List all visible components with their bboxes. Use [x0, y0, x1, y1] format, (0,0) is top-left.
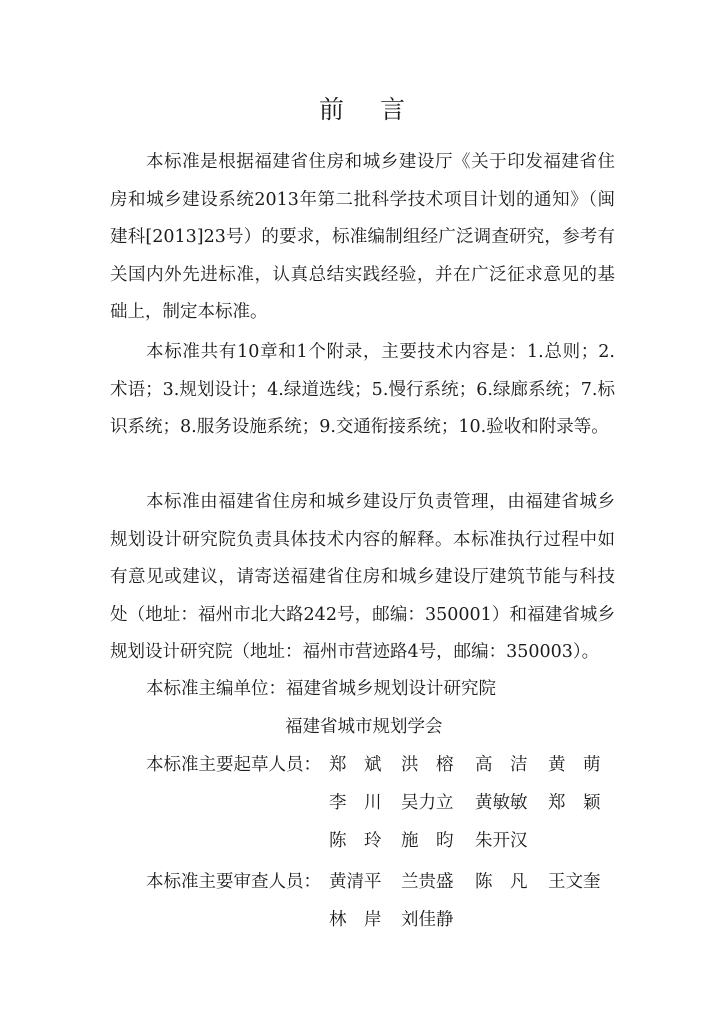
person-name: 林 岸 — [329, 910, 382, 930]
person-name: 朱开汉 — [475, 831, 528, 851]
person-name: 黄清平 — [329, 872, 382, 892]
drafters-row-2 — [0, 785, 724, 823]
person-name: 施 昀 — [401, 831, 454, 851]
person-name: 洪 榕 — [401, 755, 454, 775]
chief-editor-unit: 福建省城市规划学会 — [285, 717, 443, 737]
chief-editor-line-2 — [285, 709, 443, 747]
drafters-label: 本标准主要起草人员： — [146, 755, 321, 775]
person-name: 郑 颖 — [548, 793, 601, 813]
person-name: 郑 斌 — [329, 755, 382, 775]
person-name: 陈 玲 — [329, 831, 382, 851]
person-name: 刘佳静 — [401, 910, 454, 930]
person-name: 兰贵盛 — [401, 872, 454, 892]
person-name: 王文奎 — [548, 872, 601, 892]
person-name: 李 川 — [329, 793, 382, 813]
paragraph-contents: 本标准共有10章和1个附录，主要技术内容是：1.总则；2.术语；3.规划设计；4.绿道选线；5.慢行系统；6.绿廊系统；7.标识系统；8.服务设施系统；9.交通衔接系统；10.验收和附录等。 — [110, 342, 615, 437]
paragraph-basis: 本标准是根据福建省住房和城乡建设厅《关于印发福建省住房和城乡建设系统2013年第二批科学技术项目计划的通知》（闽建科[2013]23号）的要求，标准编制组经广泛调查研究，参考有关国内外先进标准，认真总结实践经验，并在广泛征求意见的基础上，制定本标准。 — [110, 152, 615, 322]
drafters-row-3 — [0, 823, 724, 861]
person-name: 黄 萌 — [548, 755, 601, 775]
person-name: 黄敏敏 — [475, 793, 528, 813]
drafters-row-1 — [0, 747, 724, 785]
reviewers-row-1 — [0, 864, 724, 902]
paragraph-management: 本标准由福建省住房和城乡建设厅负责管理，由福建省城乡规划设计研究院负责具体技术内容的解释。本标准执行过程中如有意见或建议，请寄送福建省住房和城乡建设厅建筑节能与科技处（地址：福州市北大路242号，邮编：350001）和福建省城乡规划设计研究院（地址：福州市营迹路4号，邮编：350003）。 — [110, 492, 615, 662]
chief-editor-line — [146, 671, 496, 709]
page-title: 前 言 — [319, 95, 419, 124]
reviewers-row-2 — [0, 902, 724, 940]
person-name: 吴力立 — [401, 793, 454, 813]
reviewers-label: 本标准主要审查人员： — [146, 872, 321, 892]
person-name: 陈 凡 — [475, 872, 528, 892]
chief-editor-unit: 福建省城乡规划设计研究院 — [286, 679, 496, 699]
chief-editor-label: 本标准主编单位： — [146, 679, 286, 699]
person-name: 高 洁 — [475, 755, 528, 775]
